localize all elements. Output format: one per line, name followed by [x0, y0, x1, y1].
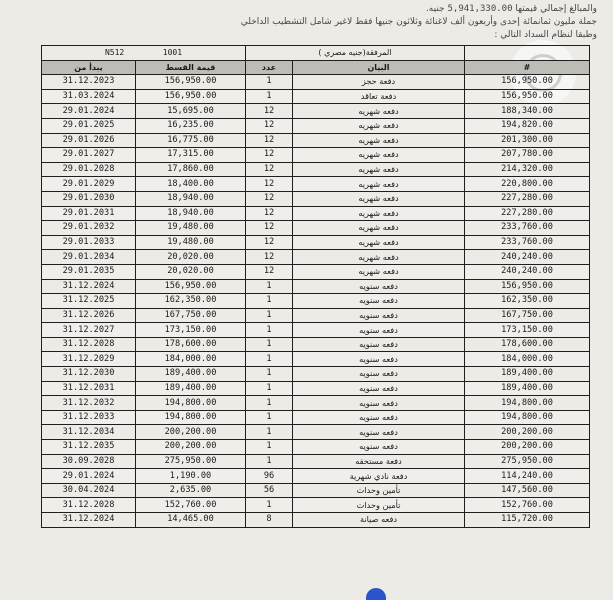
cell-amount: 15,695.00 — [136, 104, 246, 119]
cell-count: 12 — [246, 162, 293, 177]
cell-date: 29.01.2029 — [42, 177, 136, 192]
cell-date: 31.03.2024 — [42, 89, 136, 104]
currency-cell: المرفقة(جنيه مصري ) — [246, 46, 465, 61]
cell-desc: دفعه سنويه — [293, 410, 465, 425]
cell-date: 31.12.2023 — [42, 75, 136, 90]
cell-count: 12 — [246, 235, 293, 250]
cell-desc: دفعه شهريه — [293, 162, 465, 177]
table-row — [42, 352, 590, 367]
cell-total: 194,820.00 — [465, 118, 590, 133]
cell-count: 12 — [246, 264, 293, 279]
cell-count: 1 — [246, 308, 293, 323]
cell-date: 31.12.2035 — [42, 440, 136, 455]
cell-desc: دفعة تعاقد — [293, 89, 465, 104]
cell-date: 29.01.2027 — [42, 148, 136, 163]
table-row — [42, 264, 590, 279]
cell-amount: 19,480.00 — [136, 221, 246, 236]
table-row — [42, 483, 590, 498]
table-row — [42, 89, 590, 104]
cell-total: 114,240.00 — [465, 469, 590, 484]
cell-total: 188,340.00 — [465, 104, 590, 119]
cell-count: 1 — [246, 89, 293, 104]
cell-desc: دفعه شهريه — [293, 133, 465, 148]
cell-total: 194,800.00 — [465, 396, 590, 411]
total-value-line — [426, 4, 597, 14]
cell-amount: 194,800.00 — [136, 396, 246, 411]
cell-date: 29.01.2034 — [42, 250, 136, 265]
cell-total: 156,950.00 — [465, 279, 590, 294]
cell-total: 156,950.00 — [465, 75, 590, 90]
table-row — [42, 133, 590, 148]
cell-amount: 20,020.00 — [136, 250, 246, 265]
cell-desc: دفعه سنويه — [293, 425, 465, 440]
cell-desc: دفعه سنويه — [293, 396, 465, 411]
cell-date: 31.12.2027 — [42, 323, 136, 338]
blue-circle-badge — [366, 588, 386, 600]
cell-amount: 17,860.00 — [136, 162, 246, 177]
cell-count: 12 — [246, 191, 293, 206]
cell-amount: 184,000.00 — [136, 352, 246, 367]
cell-desc: دفعه شهريه — [293, 191, 465, 206]
cell-date: 30.09.2028 — [42, 454, 136, 469]
cell-date: 29.01.2032 — [42, 221, 136, 236]
cell-total: 162,350.00 — [465, 294, 590, 309]
cell-total: 200,200.00 — [465, 440, 590, 455]
cell-total: 115,720.00 — [465, 513, 590, 528]
cell-count: 12 — [246, 177, 293, 192]
cell-desc: دفعه شهريه — [293, 148, 465, 163]
document-header — [0, 0, 613, 44]
cell-date: 31.12.2034 — [42, 425, 136, 440]
cell-amount: 14,465.00 — [136, 513, 246, 528]
cell-date: 30.04.2024 — [42, 483, 136, 498]
cell-total: 189,400.00 — [465, 381, 590, 396]
total-in-words: جملة مليون ثمانمائة إحدى وأربعون ألف لاغنائة وثلاثون جنيها فقط لاغير شامل التشطيب الداخلي — [240, 17, 597, 27]
cell-date: 29.01.2035 — [42, 264, 136, 279]
cell-desc: دفعة نادي شهرية — [293, 469, 465, 484]
cell-date: 31.12.2033 — [42, 410, 136, 425]
cell-count: 12 — [246, 221, 293, 236]
unit-code-cell — [42, 46, 246, 61]
col-header-total: # — [465, 60, 590, 75]
cell-count: 1 — [246, 454, 293, 469]
table-row — [42, 104, 590, 119]
payment-system-heading: وطبقا لنظام السداد التالي : — [494, 30, 597, 40]
cell-amount: 19,480.00 — [136, 235, 246, 250]
table-row — [42, 118, 590, 133]
cell-amount: 16,235.00 — [136, 118, 246, 133]
cell-amount: 167,750.00 — [136, 308, 246, 323]
cell-total: 214,320.00 — [465, 162, 590, 177]
unit-code: N512 — [104, 48, 125, 58]
unit-number: 1001 — [162, 48, 183, 58]
cell-total: 184,000.00 — [465, 352, 590, 367]
column-header-row — [42, 60, 590, 75]
cell-desc: دفعه شهريه — [293, 206, 465, 221]
table-row — [42, 250, 590, 265]
cell-total: 201,300.00 — [465, 133, 590, 148]
table-row — [42, 396, 590, 411]
total-value-amount: 5,941,330.00 — [447, 4, 513, 14]
cell-date: 29.01.2024 — [42, 104, 136, 119]
cell-date: 29.01.2028 — [42, 162, 136, 177]
cell-count: 1 — [246, 352, 293, 367]
cell-count: 12 — [246, 133, 293, 148]
cell-count: 12 — [246, 118, 293, 133]
table-row — [42, 191, 590, 206]
table-row — [42, 148, 590, 163]
cell-count: 1 — [246, 440, 293, 455]
table-row — [42, 367, 590, 382]
cell-date: 31.12.2024 — [42, 513, 136, 528]
cell-date: 29.01.2031 — [42, 206, 136, 221]
cell-desc: دفعه سنويه — [293, 440, 465, 455]
cell-date: 31.12.2028 — [42, 498, 136, 513]
cell-amount: 18,400.00 — [136, 177, 246, 192]
cell-count: 12 — [246, 148, 293, 163]
cell-count: 1 — [246, 337, 293, 352]
cell-desc: دفعه شهريه — [293, 250, 465, 265]
cell-date: 31.12.2031 — [42, 381, 136, 396]
cell-date: 29.01.2030 — [42, 191, 136, 206]
col-header-description: البيان — [293, 60, 465, 75]
cell-amount: 20,020.00 — [136, 264, 246, 279]
table-row — [42, 206, 590, 221]
cell-desc: دفعه شهريه — [293, 235, 465, 250]
cell-total: 194,800.00 — [465, 410, 590, 425]
cell-total: 147,560.00 — [465, 483, 590, 498]
table-row — [42, 162, 590, 177]
unit-blank-cell — [465, 46, 590, 61]
cell-count: 1 — [246, 381, 293, 396]
cell-date: 31.12.2032 — [42, 396, 136, 411]
cell-total: 233,760.00 — [465, 235, 590, 250]
cell-total: 200,200.00 — [465, 425, 590, 440]
cell-desc: دفعه سنويه — [293, 323, 465, 338]
cell-desc: تأمين وحدات — [293, 498, 465, 513]
col-header-date: يبدأ من — [42, 60, 136, 75]
table-row — [42, 410, 590, 425]
table-row — [42, 294, 590, 309]
cell-desc: دفعه سنويه — [293, 308, 465, 323]
cell-desc: دفعه سنويه — [293, 337, 465, 352]
table-row — [42, 454, 590, 469]
cell-desc: دفعه شهريه — [293, 104, 465, 119]
cell-amount: 200,200.00 — [136, 425, 246, 440]
cell-desc: دفعة حجز — [293, 75, 465, 90]
cell-total: 233,760.00 — [465, 221, 590, 236]
cell-amount: 18,940.00 — [136, 191, 246, 206]
cell-total: 240,240.00 — [465, 250, 590, 265]
cell-amount: 178,600.00 — [136, 337, 246, 352]
cell-amount: 275,950.00 — [136, 454, 246, 469]
cell-amount: 18,940.00 — [136, 206, 246, 221]
cell-date: 29.01.2025 — [42, 118, 136, 133]
cell-total: 220,800.00 — [465, 177, 590, 192]
cell-desc: دفعه شهريه — [293, 118, 465, 133]
cell-count: 1 — [246, 75, 293, 90]
cell-count: 1 — [246, 410, 293, 425]
cell-date: 29.01.2033 — [42, 235, 136, 250]
payment-schedule-table — [41, 45, 590, 528]
cell-count: 56 — [246, 483, 293, 498]
cell-date: 31.12.2025 — [42, 294, 136, 309]
cell-count: 1 — [246, 396, 293, 411]
cell-count: 1 — [246, 323, 293, 338]
cell-total: 240,240.00 — [465, 264, 590, 279]
cell-desc: دفعه شهريه — [293, 221, 465, 236]
cell-desc: دفعه شهريه — [293, 177, 465, 192]
cell-count: 96 — [246, 469, 293, 484]
cell-desc: دفعه شهريه — [293, 264, 465, 279]
cell-total: 178,600.00 — [465, 337, 590, 352]
table-row — [42, 440, 590, 455]
cell-amount: 1,190.00 — [136, 469, 246, 484]
total-value-label: والمبالغ إجمالي قيمتها — [515, 4, 597, 14]
cell-count: 8 — [246, 513, 293, 528]
table-row — [42, 279, 590, 294]
cell-count: 1 — [246, 279, 293, 294]
cell-amount: 200,200.00 — [136, 440, 246, 455]
cell-total: 227,280.00 — [465, 191, 590, 206]
table-row — [42, 308, 590, 323]
cell-count: 12 — [246, 104, 293, 119]
cell-desc: دفعه سنويه — [293, 279, 465, 294]
cell-date: 31.12.2029 — [42, 352, 136, 367]
cell-date: 29.01.2024 — [42, 469, 136, 484]
cell-amount: 189,400.00 — [136, 381, 246, 396]
cell-total: 173,150.00 — [465, 323, 590, 338]
cell-total: 207,780.00 — [465, 148, 590, 163]
table-row — [42, 513, 590, 528]
cell-desc: دفعة مستحقه — [293, 454, 465, 469]
table-row — [42, 425, 590, 440]
col-header-amount: قيمة القسط — [136, 60, 246, 75]
table-row — [42, 469, 590, 484]
cell-date: 29.01.2026 — [42, 133, 136, 148]
cell-date: 31.12.2024 — [42, 279, 136, 294]
table-row — [42, 337, 590, 352]
cell-count: 12 — [246, 206, 293, 221]
cell-desc: دفعه صيانة — [293, 513, 465, 528]
table-row — [42, 381, 590, 396]
cell-amount: 156,950.00 — [136, 75, 246, 90]
cell-count: 1 — [246, 425, 293, 440]
cell-total: 227,280.00 — [465, 206, 590, 221]
cell-amount: 162,350.00 — [136, 294, 246, 309]
table-row — [42, 75, 590, 90]
cell-count: 1 — [246, 367, 293, 382]
table-row — [42, 235, 590, 250]
table-row — [42, 177, 590, 192]
cell-total: 152,760.00 — [465, 498, 590, 513]
cell-amount: 156,950.00 — [136, 279, 246, 294]
cell-desc: دفعه سنويه — [293, 367, 465, 382]
cell-desc: تأمين وحدات — [293, 483, 465, 498]
cell-total: 189,400.00 — [465, 367, 590, 382]
cell-count: 12 — [246, 250, 293, 265]
cell-amount: 16,775.00 — [136, 133, 246, 148]
cell-count: 1 — [246, 294, 293, 309]
cell-date: 31.12.2030 — [42, 367, 136, 382]
cell-amount: 2,635.00 — [136, 483, 246, 498]
cell-total: 156,950.00 — [465, 89, 590, 104]
cell-count: 1 — [246, 498, 293, 513]
total-value-unit: جنيه. — [425, 4, 445, 14]
cell-amount: 152,760.00 — [136, 498, 246, 513]
cell-amount: 189,400.00 — [136, 367, 246, 382]
cell-amount: 194,800.00 — [136, 410, 246, 425]
cell-date: 31.12.2028 — [42, 337, 136, 352]
table-row — [42, 498, 590, 513]
cell-amount: 173,150.00 — [136, 323, 246, 338]
col-header-count: عدد — [246, 60, 293, 75]
cell-total: 275,950.00 — [465, 454, 590, 469]
cell-date: 31.12.2026 — [42, 308, 136, 323]
cell-desc: دفعه سنويه — [293, 352, 465, 367]
table-row — [42, 323, 590, 338]
cell-desc: دفعه سنويه — [293, 294, 465, 309]
table-row — [42, 221, 590, 236]
cell-total: 167,750.00 — [465, 308, 590, 323]
cell-amount: 156,950.00 — [136, 89, 246, 104]
cell-amount: 17,315.00 — [136, 148, 246, 163]
unit-info-row — [42, 46, 590, 61]
cell-desc: دفعه سنويه — [293, 381, 465, 396]
